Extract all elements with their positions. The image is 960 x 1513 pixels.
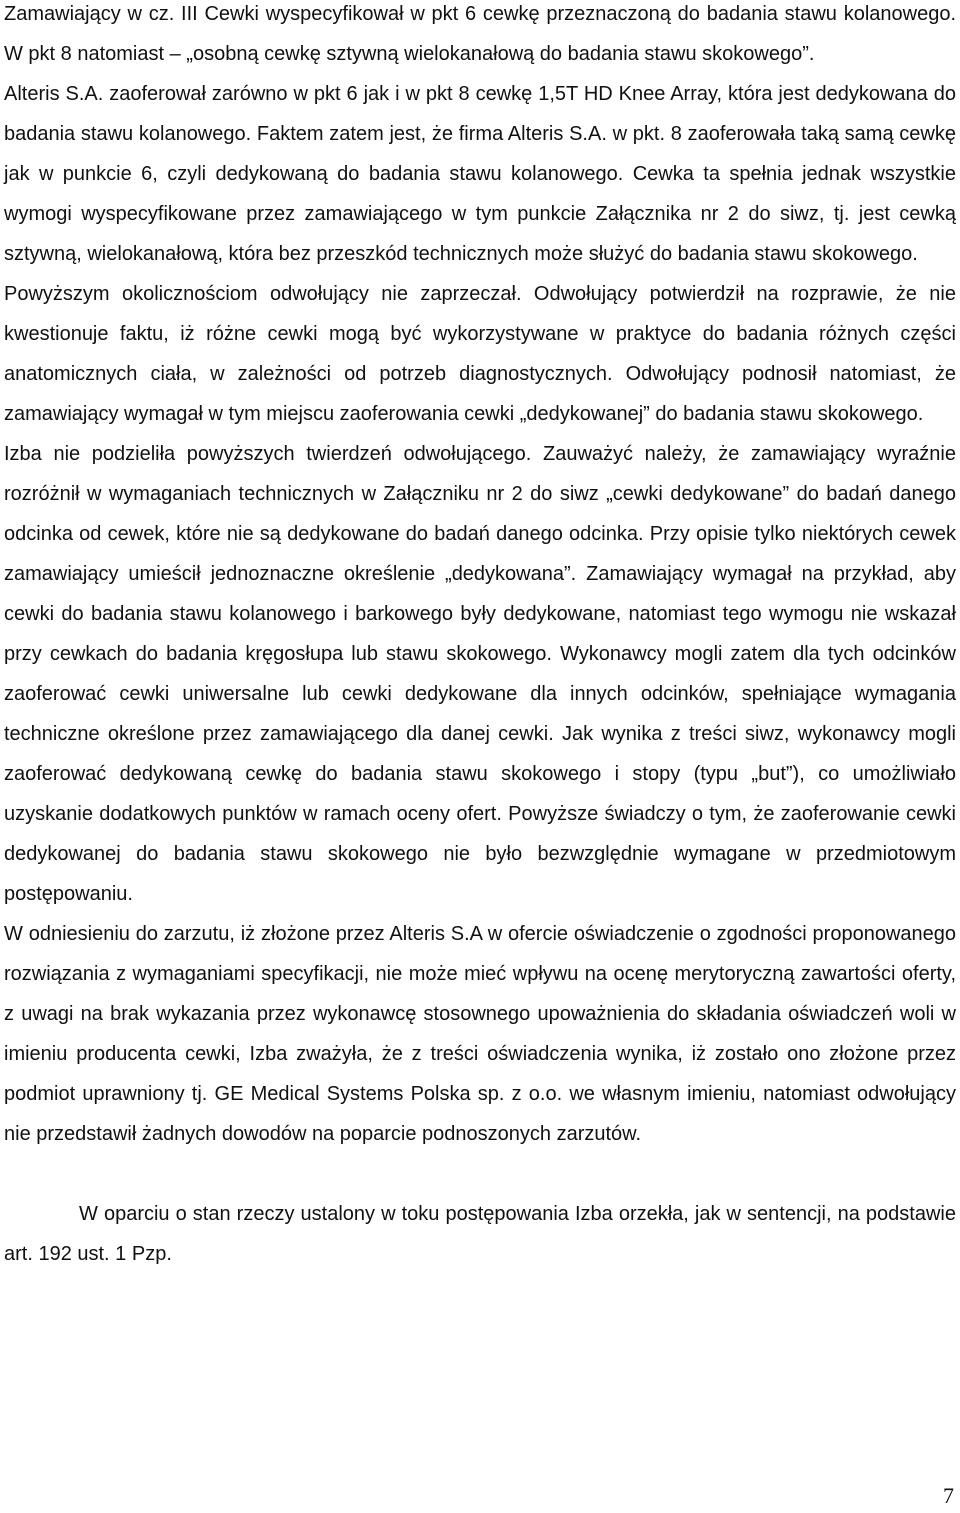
paragraph-declaration-issue: W odniesieniu do zarzutu, iż złożone przez Alteris S.A w ofercie oświadczenie o zgodności proponowanego rozwiązania z wymaganiami specyfikacji, nie może mieć wpływu na ocenę merytoryczną zawartości oferty, z uwagi na brak wykazania przez wykonawcę stosownego upoważnienia do składania oświadczeń woli w imieniu producenta cewki, Izba zważyła, że z treści oświadczenia wynika, iż zostało ono złożone przez podmiot uprawniony tj. GE Medical Systems Polska sp. z o.o. we własnym imieniu, natomiast odwołujący nie przedstawił żadnych dowodów na poparcie podnoszonych zarzutów. — [4, 923, 956, 1145]
document-page — [4, 0, 956, 1274]
paragraph-ruling-basis: W oparciu o stan rzeczy ustalony w toku postępowania Izba orzekła, jak w sentencji, na podstawie art. 192 ust. 1 Pzp. — [4, 1203, 956, 1265]
paragraph-alteris-offer: Alteris S.A. zaoferował zarówno w pkt 6 jak i w pkt 8 cewkę 1,5T HD Knee Array, która jest dedykowana do badania stawu kolanowego. Faktem zatem jest, że firma Alteris S.A. w pkt. 8 zaoferowała taką samą cewkę jak w punkcie 6, czyli dedykowaną do badania stawu kolanowego. Cewka ta spełnia jednak wszystkie wymogi wyspecyfikowane przez zamawiającego w tym punkcie Załącznika nr 2 do siwz, tj. jest cewką sztywną, wielokanałową, która bez przeszkód technicznych może służyć do badania stawu skokowego. — [4, 83, 956, 265]
paragraph-chamber-assessment: Izba nie podzieliła powyższych twierdzeń odwołującego. Zauważyć należy, że zamawiający wyraźnie rozróżnił w wymaganiach technicznych w Załączniku nr 2 do siwz „cewki dedykowane” do badań danego odcinka od cewek, które nie są dedykowane do badań danego odcinka. Przy opisie tylko niektórych cewek zamawiający umieścił jednoznaczne określenie „dedykowana”. Zamawiający wymagał na przykład, aby cewki do badania stawu kolanowego i barkowego były dedykowane, natomiast tego wymogu nie wskazał przy cewkach do badania kręgosłupa lub stawu skokowego. Wykonawcy mogli zatem dla tych odcinków zaoferować cewki uniwersalne lub cewki dedykowane dla innych odcinków, spełniające wymagania techniczne określone przez zamawiającego dla danej cewki. Jak wynika z treści siwz, wykonawcy mogli zaoferować dedykowaną cewkę do badania stawu skokowego i stopy (typu „but”), co umożliwiało uzyskanie dodatkowych punktów w ramach oceny ofert. Powyższe świadczy o tym, że zaoferowanie cewki dedykowanej do badania stawu skokowego nie było bezwzględnie wymagane w przedmiotowym postępowaniu. — [4, 443, 956, 905]
paragraph-appellant-position: Powyższym okolicznościom odwołujący nie zaprzeczał. Odwołujący potwierdził na rozprawie, że nie kwestionuje faktu, iż różne cewki mogą być wykorzystywane w praktyce do badania różnych części anatomicznych ciała, w zależności od potrzeb diagnostycznych. Odwołujący podnosił natomiast, że zamawiający wymagał w tym miejscu zaoferowania cewki „dedykowanej” do badania stawu skokowego. — [4, 283, 956, 425]
paragraph-spacer — [4, 1154, 956, 1194]
page-number: 7 — [943, 1483, 954, 1508]
paragraph-coil-specification: Zamawiający w cz. III Cewki wyspecyfikował w pkt 6 cewkę przeznaczoną do badania stawu kolanowego. W pkt 8 natomiast – „osobną cewkę sztywną wielokanałową do badania stawu skokowego”. — [4, 3, 956, 65]
